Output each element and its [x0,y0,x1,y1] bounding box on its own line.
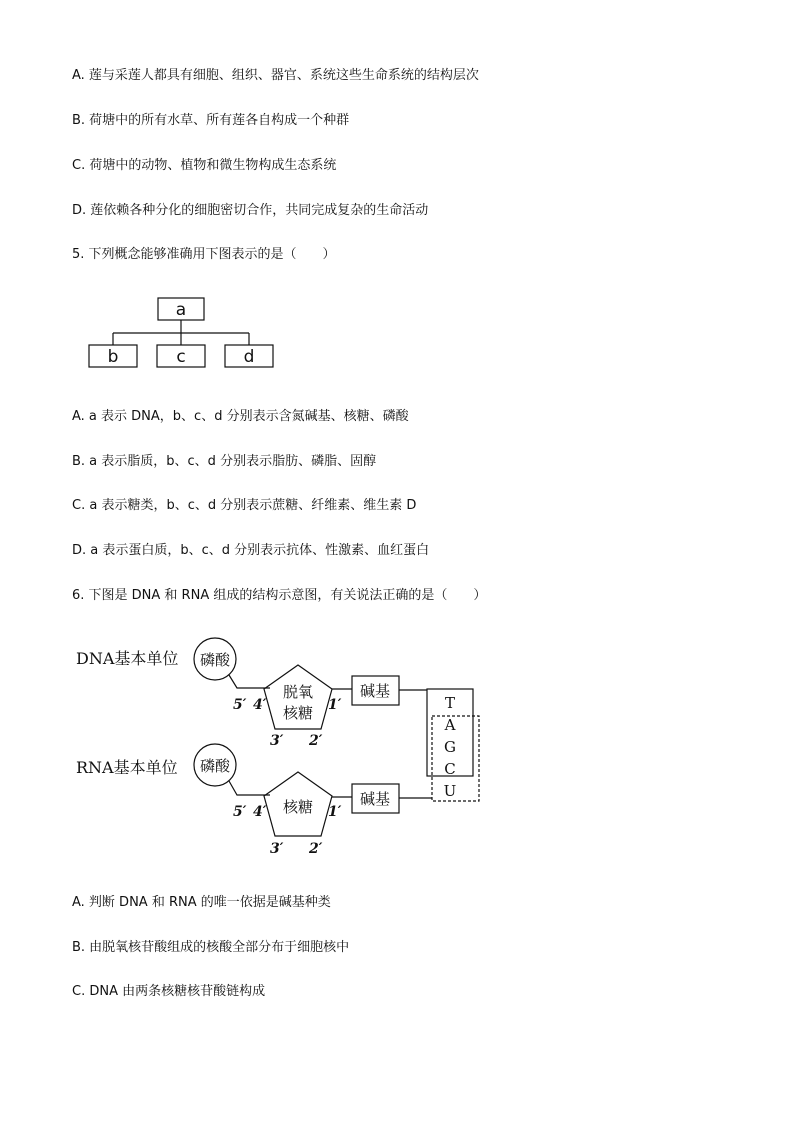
node-a-label: a [175,300,187,320]
q6-stem: 6. 下图是 DNA 和 RNA 组成的结构示意图，有关说法正确的是（ ） [72,588,487,603]
q6-option-b: B. 由脱氧核苷酸组成的核酸全部分布于细胞核中 [72,940,350,955]
q4-option-b: B. 荷塘中的所有水草、所有莲各自构成一个种群 [72,113,350,128]
base-c: C [444,760,456,778]
q6-option-c: C. DNA 由两条核糖核苷酸链构成 [72,984,266,999]
dna-phosphate-label: 磷酸 [199,651,231,669]
rna-pos-2: 2′ [309,841,323,857]
q4-option-a: A. 莲与采莲人都具有细胞、组织、器官、系统这些生命系统的结构层次 [72,68,479,83]
node-d-label: d [243,347,255,367]
rna-pos-3: 3′ [270,841,284,857]
node-c-label: c [176,347,186,367]
rna-pos-4: 4′ [253,804,267,820]
rna-pos-5: 5′ [233,804,247,820]
deoxyribose-label-2: 核糖 [282,704,314,722]
q5-option-a: A. a 表示 DNA，b、c、d 分别表示含氮碱基、核糖、磷酸 [72,409,409,424]
rna-pos-1: 1′ [328,804,342,820]
q5-stem: 5. 下列概念能够准确用下图表示的是（ ） [72,247,336,262]
q5-option-d: D. a 表示蛋白质，b、c、d 分别表示抗体、性激素、血红蛋白 [72,543,430,558]
dna-unit-label: DNA基本单位 [76,649,179,668]
node-b-label: b [107,347,119,367]
rna-base-label: 碱基 [359,790,391,808]
dna-pos-5: 5′ [233,697,247,713]
rna-phosphate-label: 磷酸 [199,757,231,775]
dna-pos-4: 4′ [253,697,267,713]
deoxyribose-label-1: 脱氧 [282,683,314,701]
rna-unit-label: RNA基本单位 [76,758,178,777]
dna-pos-1: 1′ [328,697,342,713]
q6-option-a: A. 判断 DNA 和 RNA 的唯一依据是碱基种类 [72,895,331,910]
ribose-label: 核糖 [282,798,314,816]
base-u: U [443,782,457,800]
base-g: G [444,738,456,756]
q4-option-d: D. 莲依赖各种分化的细胞密切合作，共同完成复杂的生命活动 [72,203,429,218]
q5-option-b: B. a 表示脂质，b、c、d 分别表示脂肪、磷脂、固醇 [72,454,377,469]
q5-option-c: C. a 表示糖类，b、c、d 分别表示蔗糖、纤维素、维生素 D [72,498,417,513]
base-a: A [444,716,456,734]
dna-pos-2: 2′ [309,733,323,749]
dna-pos-3: 3′ [270,733,284,749]
nucleotide-diagram [76,638,479,857]
q4-option-c: C. 荷塘中的动物、植物和微生物构成生态系统 [72,158,337,173]
base-t: T [444,694,456,712]
dna-base-label: 碱基 [359,682,391,700]
